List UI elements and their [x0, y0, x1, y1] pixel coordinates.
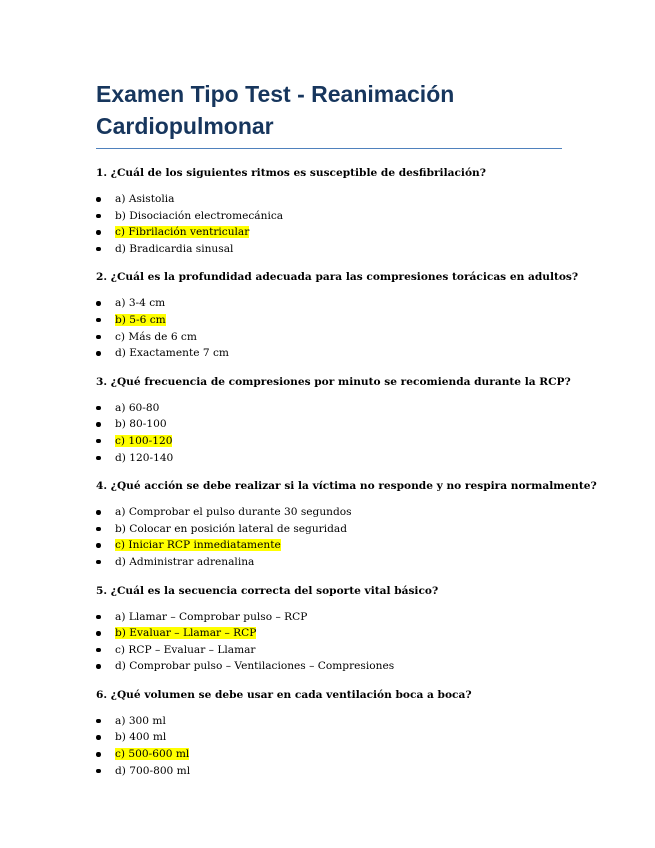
- option-list: [96, 295, 562, 361]
- question-5: [96, 583, 562, 675]
- question-text: 2. ¿Cuál es la profundidad adecuada para las compresiones torácicas en adultos?: [96, 271, 579, 284]
- option-text: b) Disociación electromecánica: [115, 209, 284, 222]
- option-item: [96, 504, 562, 521]
- option-item: [96, 642, 562, 659]
- option-text: c) Más de 6 cm: [115, 330, 197, 343]
- option-item: [96, 241, 562, 258]
- option-item-correct: [96, 312, 562, 329]
- option-text: d) Bradicardia sinusal: [115, 242, 234, 255]
- option-item: [96, 729, 562, 746]
- document-page: [96, 78, 597, 779]
- option-text: a) Comprobar el pulso durante 30 segundos: [115, 506, 352, 519]
- question-text: 1. ¿Cuál de los siguientes ritmos es susceptible de desfibrilación?: [96, 167, 486, 179]
- option-text: c) 500-600 ml: [115, 748, 190, 761]
- question-2: [96, 269, 579, 361]
- option-item: [96, 658, 562, 675]
- question-6: [96, 687, 562, 779]
- option-item: [96, 450, 562, 467]
- option-item: [96, 521, 562, 538]
- option-text: d) Administrar adrenalina: [115, 555, 255, 568]
- question-1: [96, 165, 562, 257]
- option-item-correct: [96, 625, 562, 642]
- option-text: a) 300 ml: [115, 714, 166, 727]
- option-item-correct: [96, 537, 562, 554]
- title-line-2: Cardiopulmonar: [96, 113, 274, 139]
- option-item: [96, 713, 562, 730]
- option-item-correct: [96, 224, 562, 241]
- option-item: [96, 763, 562, 780]
- option-list: [96, 609, 562, 675]
- option-text: a) 60-80: [115, 401, 160, 414]
- option-text: c) Fibrilación ventricular: [115, 226, 250, 239]
- option-text: c) 100-120: [115, 434, 173, 447]
- question-3: [96, 374, 571, 466]
- title-line-1: Examen Tipo Test - Reanimación: [96, 81, 455, 107]
- option-list: [96, 504, 562, 570]
- option-item: [96, 295, 562, 312]
- option-list: [96, 400, 562, 466]
- option-item: [96, 416, 562, 433]
- option-text: a) 3-4 cm: [115, 297, 166, 310]
- option-text: b) Evaluar – Llamar – RCP: [115, 627, 257, 640]
- option-text: b) 400 ml: [115, 731, 167, 744]
- question-text: 4. ¿Qué acción se debe realizar si la víctima no responde y no respira normalmente?: [96, 480, 597, 493]
- option-text: d) Exactamente 7 cm: [115, 347, 229, 360]
- option-list: [96, 713, 562, 779]
- option-list: [96, 191, 562, 257]
- option-item-correct: [96, 433, 562, 450]
- question-list: [96, 165, 597, 779]
- option-text: b) 5-6 cm: [115, 313, 166, 326]
- option-item: [96, 191, 562, 208]
- option-item: [96, 400, 562, 417]
- option-text: a) Llamar – Comprobar pulso – RCP: [115, 610, 308, 623]
- question-4: [96, 478, 597, 570]
- option-text: b) 80-100: [115, 418, 167, 431]
- option-text: c) Iniciar RCP inmediatamente: [115, 539, 281, 552]
- option-text: b) Colocar en posición lateral de seguridad: [115, 522, 347, 535]
- option-text: d) 700-800 ml: [115, 764, 191, 777]
- option-item: [96, 345, 562, 362]
- question-text: 3. ¿Qué frecuencia de compresiones por minuto se recomienda durante la RCP?: [96, 375, 571, 388]
- option-text: d) 120-140: [115, 451, 174, 464]
- option-item: [96, 554, 562, 571]
- option-item: [96, 329, 562, 346]
- option-text: d) Comprobar pulso – Ventilaciones – Compresiones: [115, 660, 395, 673]
- question-text: 5. ¿Cuál es la secuencia correcta del soporte vital básico?: [96, 584, 439, 597]
- option-text: a) Asistolia: [115, 193, 175, 205]
- option-item-correct: [96, 746, 562, 763]
- option-item: [96, 609, 562, 626]
- document-title: [96, 78, 562, 149]
- question-text: 6. ¿Qué volumen se debe usar en cada ventilación boca a boca?: [96, 688, 472, 701]
- option-item: [96, 208, 562, 225]
- option-text: c) RCP – Evaluar – Llamar: [115, 643, 256, 656]
